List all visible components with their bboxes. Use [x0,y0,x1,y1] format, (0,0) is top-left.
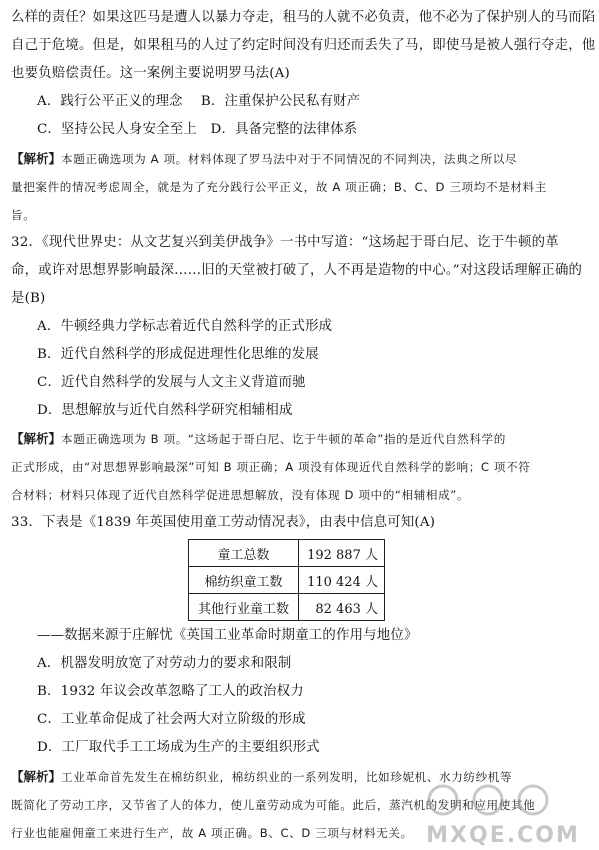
table-cell-label: 童工总数 [189,540,299,567]
q32-option-c: C．近代自然科学的发展与人文主义背道而驰 [37,375,306,390]
q31-stem-line: 也要负赔偿责任。这一案例主要说明罗马法(A) [11,66,290,81]
table-cell-label: 其他行业童工数 [189,594,299,621]
q32-stem-line: 是(B) [11,291,46,306]
q31-options-cd: C．坚持公民人身安全至上 D．具备完整的法律体系 [37,122,358,137]
q32-option-b: B．近代自然科学的形成促进理性化思维的发展 [37,347,319,362]
q31-analysis-line: 旨。 [11,208,36,222]
table-cell-label: 棉纺织童工数 [189,567,299,594]
table-source-note: ——数据来源于庄解忧《英国工业革命时期童工的作用与地位》 [37,628,418,643]
q32-stem-line: 命，或许对思想界影响最深……旧的天堂被打破了，人不再是造物的中心。”对这段话理解正确的 [11,263,583,278]
q33-option-b: B．1932 年议会改革忽略了工人的政治权力 [37,684,304,699]
table-cell-value: 82 463 人 [299,594,385,621]
q33-analysis-line [11,767,589,787]
q32-analysis-line [11,429,589,449]
q31-analysis-line [11,149,589,169]
table-row [189,567,385,594]
table-cell-value: 110 424 人 [299,567,385,594]
child-labor-table [188,539,385,621]
q33-option-c: C．工业革命促成了社会两大对立阶级的形成 [37,712,306,727]
watermark-text: MXQE.COM [426,823,580,848]
table-cell-value: 192 887 人 [299,540,385,567]
q32-stem-line: 32．《现代世界史：从文艺复兴到美伊战争》一书中写道：“这场起于哥白尼、讫于牛顿的革 [11,235,559,250]
analysis-text: 本题正确选项为 B 项。“这场起于哥白尼、讫于牛顿的革命”指的是近代自然科学的 [61,432,506,446]
q32-option-a: A．牛顿经典力学标志着近代自然科学的正式形成 [37,319,333,334]
table-row [189,594,385,621]
q33-option-a: A．机器发明放宽了对劳动力的要求和限制 [37,656,292,671]
q33-analysis-line: 行业也能雇佣童工来进行生产，故 A 项正确。B、C、D 三项与材料无关。 [11,826,413,840]
analysis-text: 工业革命首先发生在棉纺织业，棉纺织业的一系列发明，比如珍妮机、水力纺纱机等 [61,770,513,784]
q31-stem-line: 自己于危境。但是，如果租马的人过了约定时间没有归还而丢失了马，即使马是被人强行夺走，他 [11,38,596,53]
q32-analysis-line: 正式形成，由“对思想界影响最深”可知 B 项正确；A 项没有体现近代自然科学的影响；C 项不符 [11,460,531,474]
analysis-tag: 【解析】 [11,151,62,166]
q31-options-ab: A．践行公平正义的理念 B．注重保护公民私有财产 [37,94,361,109]
analysis-text: 本题正确选项为 A 项。材料体现了罗马法中对于不同情况的不同判决，法典之所以尽 [61,152,518,166]
table-row [189,540,385,567]
q33-analysis-line: 既简化了劳动工序，又节省了人的体力，使儿童劳动成为可能。此后，蒸汽机的发明和应用使其他 [11,798,536,812]
q31-analysis-line: 量把案件的情况考虑周全，就是为了充分践行公平正义，故 A 项正确；B、C、D 三项均不是材料主 [11,180,547,194]
q32-option-d: D．思想解放与近代自然科学研究相辅相成 [37,403,293,418]
analysis-tag: 【解析】 [11,769,62,784]
analysis-tag: 【解析】 [11,431,62,446]
q31-stem-line: 么样的责任？如果这匹马是遭人以暴力夺走，租马的人就不必负责，他不必为了保护别人的马而陷 [11,10,596,25]
q33-option-d: D．工厂取代手工工场成为生产的主要组织形式 [37,740,320,755]
q33-stem-line: 33．下表是《1839 年英国使用童工劳动情况表》，由表中信息可知(A) [11,515,436,530]
q32-analysis-line: 合材料；材料只体现了近代自然科学促进思想解放，没有体现 D 项中的“相辅相成”。 [11,488,470,502]
